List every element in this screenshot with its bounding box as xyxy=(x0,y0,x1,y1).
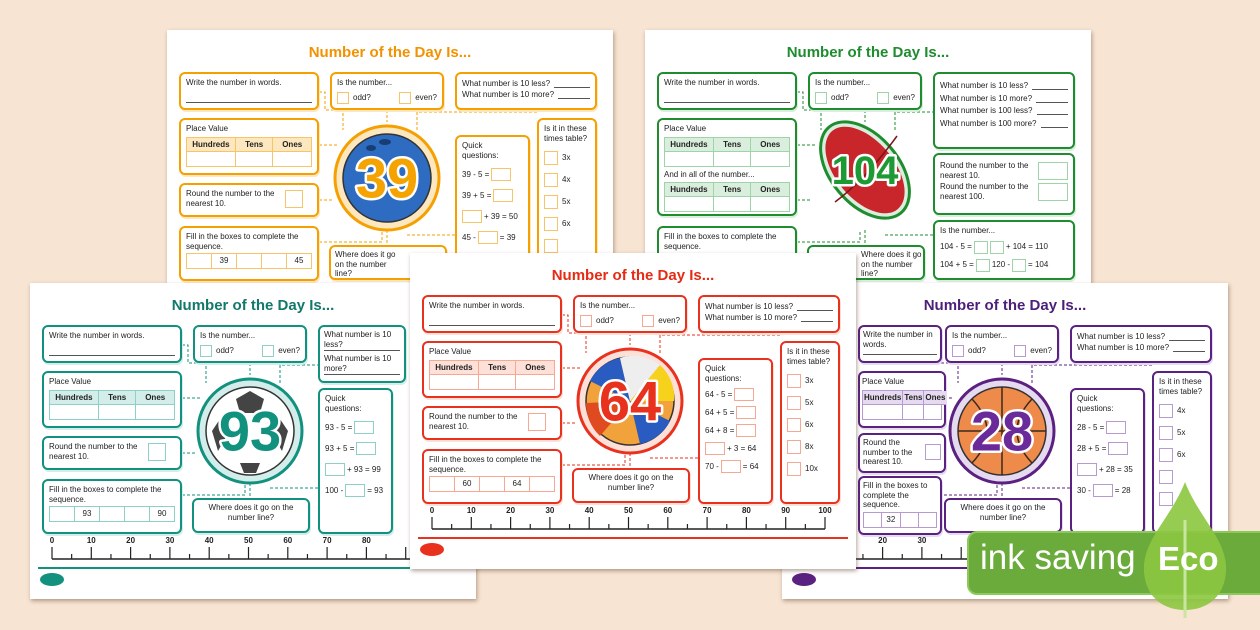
times-table-label: 6x xyxy=(1177,450,1186,460)
twinkl-logo xyxy=(420,543,444,556)
sequence-cell xyxy=(864,513,882,527)
prompt: Quick questions: xyxy=(462,141,499,160)
odd-label: odd? xyxy=(831,92,849,102)
answer-box xyxy=(642,315,654,327)
question: What number is 10 less? xyxy=(324,330,392,349)
prompt: Is the number... xyxy=(815,78,871,87)
sequence-cell xyxy=(187,254,212,268)
is-the-number-box xyxy=(933,220,1075,280)
prompt: Is the number... xyxy=(952,331,1008,340)
answer-box xyxy=(354,421,374,434)
equation-text: 30 - xyxy=(1077,485,1091,495)
times-table-label: 8x xyxy=(805,442,814,452)
odd-label: odd? xyxy=(353,92,371,102)
sequence-cell: 39 xyxy=(212,254,237,268)
sequence-box xyxy=(858,476,942,535)
footer-line xyxy=(38,567,468,569)
place-value-table xyxy=(862,390,946,420)
equation-text: 28 + 5 = xyxy=(1077,443,1107,453)
answer-box xyxy=(544,217,558,231)
times-table-label: 3x xyxy=(805,376,814,386)
sequence-cell xyxy=(125,507,150,521)
answer-line xyxy=(324,350,400,351)
sequence-cell xyxy=(480,477,505,491)
even-label: even? xyxy=(658,315,680,325)
equation-text: = 93 xyxy=(367,485,384,495)
prompt: Write the number in words. xyxy=(186,78,282,87)
prompt: Round the number to the nearest 10. xyxy=(863,438,913,467)
equation-text: 100 - xyxy=(325,485,344,495)
place-value-table xyxy=(664,137,790,167)
prompt: Write the number in words. xyxy=(49,331,145,340)
prompt: Quick questions: xyxy=(325,394,362,413)
answer-box xyxy=(1159,404,1173,418)
number-line-question-box xyxy=(572,468,690,503)
number-of-the-day: 104 xyxy=(831,149,899,193)
answer-box xyxy=(356,442,376,455)
number-line-label: 90 xyxy=(781,506,791,515)
times-table-label: 5x xyxy=(1177,428,1186,438)
number-of-the-day: 64 xyxy=(598,369,662,433)
prompt: Quick questions: xyxy=(1077,394,1114,413)
prompt: Quick questions: xyxy=(705,364,742,383)
number-line-label: 20 xyxy=(878,536,888,545)
answer-box xyxy=(1159,448,1173,462)
number-line-label: 0 xyxy=(49,536,55,545)
equation-text: = 104 xyxy=(1028,260,1049,270)
prompt: Round the number to the nearest 10. xyxy=(186,189,275,208)
answer-box xyxy=(544,195,558,209)
ten-less-more-box xyxy=(318,325,406,383)
prompt: Is the number... xyxy=(580,301,636,310)
place-value-header: Ones xyxy=(136,391,174,404)
prompt: Round the number to the nearest 10. xyxy=(429,412,518,431)
number-line-label: 100 xyxy=(818,506,832,515)
sequence-cell xyxy=(262,254,287,268)
prompt: Is it in these times table? xyxy=(1159,377,1203,396)
collage-ball-icon xyxy=(575,346,685,456)
write-in-words-box xyxy=(422,295,562,333)
round-box xyxy=(858,433,946,473)
worksheet-title: Number of the Day Is... xyxy=(551,267,715,284)
answer-line xyxy=(863,354,937,355)
number-line-question-box xyxy=(192,498,310,533)
answer-box xyxy=(544,173,558,187)
ten-less-more-box xyxy=(1070,325,1212,363)
answer-box xyxy=(925,444,941,460)
equation-text: + 93 = 99 xyxy=(347,464,381,474)
equation-text: 45 - xyxy=(462,232,476,242)
round-box xyxy=(42,436,182,470)
answer-box xyxy=(528,413,546,431)
answer-line xyxy=(324,374,400,375)
number-line-label: 10 xyxy=(466,506,476,515)
twinkl-logo xyxy=(40,573,64,586)
place-value-header: Hundreds xyxy=(430,361,479,374)
answer-box xyxy=(580,315,592,327)
answer-box xyxy=(705,442,725,455)
prompt: Fill in the boxes to complete the sequence. xyxy=(429,455,542,474)
answer-box xyxy=(544,151,558,165)
write-in-words-box xyxy=(657,72,797,110)
place-value-header: Ones xyxy=(751,183,789,196)
number-line-label: 0 xyxy=(429,506,435,515)
sequence-cell: 93 xyxy=(75,507,100,521)
number-line-label: 70 xyxy=(322,536,332,545)
answer-line xyxy=(429,325,555,326)
times-table-label: 5x xyxy=(805,398,814,408)
sequence-cell xyxy=(50,507,75,521)
answer-box xyxy=(736,424,756,437)
place-value-header: Hundreds xyxy=(50,391,99,404)
place-value-box xyxy=(179,118,319,175)
prompt: Place Value xyxy=(664,124,707,133)
odd-even-box xyxy=(330,72,444,110)
round-box xyxy=(933,153,1075,215)
prompt: Where does it go on the number line? xyxy=(335,250,396,279)
answer-box xyxy=(478,231,498,244)
answer-box xyxy=(787,440,801,454)
answer-box xyxy=(200,345,212,357)
worksheet-green-104 xyxy=(645,30,1091,283)
prompt: Is it in these times table? xyxy=(787,347,831,366)
prompt: Where does it go on the number line? xyxy=(208,503,294,522)
odd-label: odd? xyxy=(596,315,614,325)
ten-less-more-box xyxy=(698,295,840,333)
odd-even-box xyxy=(193,325,307,363)
answer-box xyxy=(787,418,801,432)
answer-box xyxy=(462,210,482,223)
answer-box xyxy=(952,345,964,357)
number-line-label: 30 xyxy=(165,536,175,545)
equation-text: 64 - 5 = xyxy=(705,389,733,399)
number-line-label: 20 xyxy=(126,536,136,545)
write-in-words-box xyxy=(42,325,182,363)
odd-even-box xyxy=(808,72,922,110)
number-of-the-day: 28 xyxy=(970,399,1034,463)
answer-box xyxy=(262,345,274,357)
question: What number is 10 more? xyxy=(1077,342,1170,352)
answer-line xyxy=(49,355,175,356)
prompt: Round the number to the nearest 100. xyxy=(940,182,1029,201)
ten-less-more-box xyxy=(455,72,597,110)
prompt: Round the number to the nearest 10. xyxy=(49,442,138,461)
odd-even-box xyxy=(573,295,687,333)
equation-text: 39 - 5 = xyxy=(462,169,490,179)
answer-box xyxy=(877,92,889,104)
prompt: Place Value xyxy=(862,377,905,386)
number-line xyxy=(410,503,856,535)
question: What number is 10 less? xyxy=(705,302,794,311)
place-value-header: Ones xyxy=(516,361,554,374)
times-table-label: 6x xyxy=(805,420,814,430)
ten-less-more-box xyxy=(933,72,1075,149)
answer-box xyxy=(787,374,801,388)
write-in-words-box xyxy=(858,325,942,363)
question: What number is 100 more? xyxy=(940,118,1037,128)
answer-box xyxy=(148,443,166,461)
number-line-label: 70 xyxy=(702,506,712,515)
place-value-header: Ones xyxy=(273,138,311,151)
place-value-box xyxy=(42,371,182,428)
place-value-table xyxy=(49,390,175,420)
place-value-header: Tens xyxy=(714,183,752,196)
sequence-cell: 45 xyxy=(294,256,304,266)
answer-box xyxy=(1106,421,1126,434)
equation-text: = 64 xyxy=(742,461,759,471)
number-line-label: 80 xyxy=(741,506,751,515)
number-line-label: 10 xyxy=(86,536,96,545)
answer-box xyxy=(787,396,801,410)
times-table-label: 10x xyxy=(805,464,818,474)
bowling-ball-icon xyxy=(332,123,442,233)
equation-text: 120 - xyxy=(991,260,1011,270)
question: What number is 10 more? xyxy=(324,354,392,373)
equation-text: + 3 = 64 xyxy=(727,443,757,453)
answer-box xyxy=(974,241,988,254)
even-label: even? xyxy=(415,92,437,102)
answer-box xyxy=(976,259,990,272)
sequence-cell: 64 xyxy=(505,477,530,491)
number-line-label: 30 xyxy=(545,506,555,515)
equation-text: 64 + 8 = xyxy=(705,425,735,435)
sequence-cell: 90 xyxy=(157,509,167,519)
answer-box xyxy=(1093,484,1113,497)
prompt: Is the number... xyxy=(337,78,393,87)
prompt: Fill in the boxes to complete the sequence. xyxy=(49,485,162,504)
write-in-words-box xyxy=(179,72,319,110)
quick-questions-box xyxy=(1070,388,1145,534)
rugby-ball-icon xyxy=(810,115,920,225)
answer-box xyxy=(736,406,756,419)
worksheet-title: Number of the Day Is... xyxy=(923,297,1087,314)
eco-badge-text: ink saving xyxy=(980,538,1136,577)
times-table-box xyxy=(780,341,840,504)
number-line-label: 40 xyxy=(204,536,214,545)
prompt: Is the number... xyxy=(200,331,256,340)
number-line-label: 50 xyxy=(244,536,253,545)
odd-even-box xyxy=(945,325,1059,363)
prompt: Write the number in words. xyxy=(429,301,525,310)
number-line-label: 20 xyxy=(506,506,516,515)
prompt: Where does it go on the number line? xyxy=(588,473,674,492)
prompt: Where does it go on the number line? xyxy=(960,503,1046,522)
equation-text: 28 - 5 = xyxy=(1077,422,1105,432)
prompt: Fill in the boxes to complete the sequence. xyxy=(664,232,777,251)
number-line-label: 60 xyxy=(663,506,673,515)
equation-text: = 39 xyxy=(499,232,516,242)
times-table-label: 5x xyxy=(562,197,571,207)
place-value-header: Hundreds xyxy=(665,183,714,196)
quick-questions-box xyxy=(318,388,393,534)
question: What number is 10 more? xyxy=(705,312,798,322)
sequence-cell xyxy=(430,477,455,491)
even-label: even? xyxy=(1030,345,1052,355)
basketball-ball-icon xyxy=(947,376,1057,486)
prompt: Is it in these times table? xyxy=(544,124,588,143)
prompt: Place Value xyxy=(429,347,472,356)
sequence-cells xyxy=(186,253,312,269)
prompt: Write the number in words. xyxy=(664,78,760,87)
times-table-label: 4x xyxy=(1177,406,1186,416)
sequence-box xyxy=(179,226,319,281)
round-box xyxy=(422,406,562,440)
equation-text: = 28 xyxy=(1114,485,1131,495)
sequence-cell xyxy=(901,513,919,527)
sequence-cell xyxy=(100,507,125,521)
answer-line xyxy=(664,102,790,103)
prompt: Round the number to the nearest 10. xyxy=(940,161,1029,180)
odd-label: odd? xyxy=(968,345,986,355)
place-value-header: Tens xyxy=(236,138,274,151)
place-value-header: Ones xyxy=(751,138,789,151)
equation-text: 93 - 5 = xyxy=(325,422,353,432)
number-of-the-day: 39 xyxy=(355,146,419,210)
equation-text: 104 + 5 = xyxy=(940,260,974,270)
times-table-label: 3x xyxy=(562,153,571,163)
equation-text: 93 + 5 = xyxy=(325,443,355,453)
place-value-header: Ones xyxy=(925,392,946,402)
answer-box xyxy=(493,189,513,202)
even-label: even? xyxy=(278,345,300,355)
odd-label: odd? xyxy=(216,345,234,355)
equation-text: + 28 = 35 xyxy=(1099,464,1133,474)
worksheet-title: Number of the Day Is... xyxy=(786,44,950,61)
answer-box xyxy=(1012,259,1026,272)
answer-box xyxy=(544,239,558,253)
answer-box xyxy=(491,168,511,181)
question: What number is 100 less? xyxy=(940,106,1033,116)
equation-text: 64 + 5 = xyxy=(705,407,735,417)
footer-line xyxy=(418,537,848,539)
place-value-box xyxy=(422,341,562,398)
answer-box xyxy=(734,388,754,401)
twinkl-logo xyxy=(792,573,816,586)
sequence-cells xyxy=(49,506,175,522)
question: What number is 10 more? xyxy=(462,89,555,99)
sequence-cell xyxy=(530,477,554,491)
question: What number is 10 less? xyxy=(1077,332,1166,341)
quick-questions-box xyxy=(698,358,773,504)
equation-text: + 104 = 110 xyxy=(1005,242,1048,252)
answer-box xyxy=(1077,463,1097,476)
worksheet-title: Number of the Day Is... xyxy=(308,44,472,61)
answer-box xyxy=(337,92,349,104)
sequence-cell: 60 xyxy=(455,477,480,491)
prompt: Fill in the boxes to complete the sequence. xyxy=(186,232,299,251)
place-value-header: Hundreds xyxy=(665,138,714,151)
times-table-label: 4x xyxy=(562,175,571,185)
number-line-label: 50 xyxy=(624,506,633,515)
question: What number is 10 more? xyxy=(940,93,1033,103)
equation-text: + 39 = 50 xyxy=(484,211,518,221)
worksheet-orange-39 xyxy=(167,30,613,283)
answer-box xyxy=(1159,426,1173,440)
place-value-table xyxy=(664,182,790,212)
answer-box xyxy=(1014,345,1026,357)
place-value-header: Tens xyxy=(479,361,517,374)
prompt: Is the number... xyxy=(940,226,996,235)
place-value-box xyxy=(858,371,946,428)
prompt: Fill in the boxes to complete the sequence. xyxy=(863,481,928,510)
answer-box xyxy=(399,92,411,104)
answer-box xyxy=(721,460,741,473)
place-value-header: Tens xyxy=(904,392,923,402)
worksheet-red-64 xyxy=(410,253,856,569)
answer-box xyxy=(1108,442,1128,455)
place-value-table xyxy=(186,137,312,167)
worksheet-title: Number of the Day Is... xyxy=(171,297,335,314)
round-box xyxy=(179,183,319,217)
number-line-question-box xyxy=(944,498,1062,533)
prompt: And in all of the number... xyxy=(664,169,755,179)
number-line-label: 40 xyxy=(584,506,594,515)
answer-box xyxy=(1038,183,1068,201)
sequence-box xyxy=(422,449,562,504)
answer-line xyxy=(186,102,312,103)
equation-text: 104 - 5 = xyxy=(940,242,972,252)
place-value-header: Tens xyxy=(714,138,752,151)
prompt: Place Value xyxy=(49,377,92,386)
sequence-cells xyxy=(863,512,937,528)
equation-text: 70 - xyxy=(705,461,719,471)
answer-box xyxy=(1038,162,1068,180)
sequence-cells xyxy=(429,476,555,492)
soccer-ball-icon xyxy=(195,376,305,486)
answer-box xyxy=(325,463,345,476)
number-line-label: 30 xyxy=(917,536,927,545)
place-value-box xyxy=(657,118,797,216)
answer-box xyxy=(815,92,827,104)
times-table-label: 6x xyxy=(562,219,571,229)
question: What number is 10 less? xyxy=(940,81,1029,90)
answer-box xyxy=(990,241,1004,254)
place-value-table xyxy=(429,360,555,390)
number-line-label: 60 xyxy=(283,536,293,545)
prompt: Place Value xyxy=(186,124,229,133)
even-label: even? xyxy=(893,92,915,102)
prompt: Write the number in words. xyxy=(863,330,933,349)
answer-box xyxy=(345,484,365,497)
sequence-box xyxy=(42,479,182,534)
place-value-header: Tens xyxy=(99,391,137,404)
sequence-cell: 32 xyxy=(882,513,900,527)
number-line-label: 80 xyxy=(361,536,371,545)
answer-box xyxy=(787,462,801,476)
sequence-cell xyxy=(919,513,936,527)
prompt: Where does it go on the number line? xyxy=(861,250,922,279)
place-value-header: Hundreds xyxy=(864,392,902,402)
question: What number is 10 less? xyxy=(462,79,551,88)
equation-text: 39 + 5 = xyxy=(462,190,492,200)
sequence-cell xyxy=(237,254,262,268)
place-value-header: Hundreds xyxy=(187,138,236,151)
number-of-the-day: 93 xyxy=(218,399,282,463)
answer-box xyxy=(285,190,303,208)
eco-label: Eco xyxy=(1158,540,1219,577)
